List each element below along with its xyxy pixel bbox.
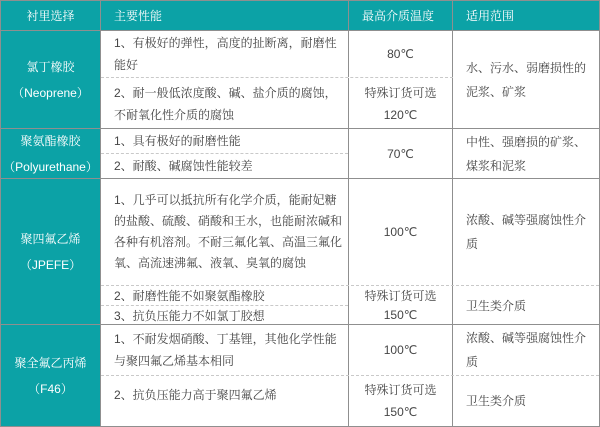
temp-cell — [349, 129, 453, 178]
perf-text: 1、具有极好的耐磨性能 — [114, 134, 241, 148]
sub-row — [101, 285, 599, 325]
perf-text: 2、耐一般低浓度酸、碱、盐介质的腐蚀，不耐氧化性介质的腐蚀 — [101, 78, 349, 129]
perf-text: 2、抗负压能力高于聚四氟乙烯 — [101, 376, 349, 426]
range-text: 卫生类介质 — [466, 394, 527, 408]
table-row-neoprene — [1, 31, 599, 129]
header-cell-lining: 衬里选择 — [1, 1, 101, 30]
range-text: 中性、强磨损的矿浆、煤浆和泥浆 — [466, 134, 587, 173]
row-middle — [101, 31, 453, 128]
material-cell-polyurethane — [1, 129, 101, 178]
header-cell-range: 适用范围 — [466, 9, 515, 23]
material-cell-fep — [1, 325, 101, 426]
temp-note: 特殊订货可选 — [364, 288, 437, 303]
range-text: 水、污水、弱磨损性的泥浆、矿浆 — [466, 60, 587, 99]
material-code: （Polyurethane） — [3, 159, 98, 174]
header-cell-performance: 主要性能 — [101, 1, 349, 30]
temp-value: 120℃ — [383, 107, 418, 122]
range-text: 浓酸、碱等强腐蚀性介质 — [466, 331, 587, 369]
sub-row — [101, 325, 599, 375]
sub-row — [101, 77, 453, 129]
material-name: 聚氨酯橡胶 — [20, 133, 81, 148]
table-row-polyurethane — [1, 129, 599, 179]
material-cell-neoprene — [1, 31, 101, 128]
temp-cell — [349, 286, 453, 325]
material-code: （F46） — [28, 381, 73, 396]
row-rest — [101, 325, 599, 426]
table-row-fep — [1, 325, 599, 426]
table-header-row — [1, 1, 599, 31]
perf-text: 1、有极好的弹性，高度的扯断离，耐磨性能好 — [101, 31, 349, 77]
sub-row — [101, 375, 599, 426]
material-cell-ptfe — [1, 179, 101, 324]
temp-value: 150℃ — [383, 307, 418, 322]
perf-text: 2、耐磨性能不如聚氨酯橡胶 — [114, 288, 265, 303]
material-code: （Neoprene） — [12, 85, 89, 100]
material-code: （JPEFE） — [19, 257, 82, 272]
sub-row — [101, 31, 453, 77]
material-name: 氯丁橡胶 — [26, 59, 75, 74]
temp-cell — [349, 376, 453, 426]
perf-text: 2、耐酸、碱腐蚀性能较差 — [101, 153, 348, 178]
row-rest — [101, 179, 599, 324]
material-name: 聚四氟乙烯 — [20, 231, 81, 246]
temp-cell — [349, 78, 453, 129]
range-text: 卫生类介质 — [466, 298, 527, 313]
temp-value: 150℃ — [383, 405, 418, 419]
temp-cell — [349, 31, 453, 77]
temp-note: 特殊订货可选 — [364, 85, 437, 100]
temp-value: 70℃ — [387, 146, 414, 161]
header-cell-max-temp: 最高介质温度 — [349, 1, 453, 30]
temp-cell — [349, 179, 453, 285]
temp-value: 80℃ — [387, 47, 414, 61]
table-row-ptfe — [1, 179, 599, 325]
sub-row — [101, 179, 599, 285]
perf-stack — [101, 129, 349, 178]
temp-note: 特殊订货可选 — [364, 383, 437, 397]
range-text: 浓酸、碱等强腐蚀性介质 — [466, 213, 587, 251]
temp-value: 100℃ — [383, 225, 418, 239]
perf-text: 1、几乎可以抵抗所有化学介质，能耐妃糖的盐酸、硫酸、硝酸和王水，也能耐浓碱和各种有机溶剂。不耐三氟化氧、高温三氟化氧、高流速沸氟、液氧、臭氧的腐蚀 — [101, 179, 349, 285]
perf-text: 1、不耐发烟硝酸、丁基锂，其他化学性能与聚四氟乙烯基本相同 — [101, 325, 349, 375]
perf-text: 3、抗负压能力不如氯丁胶想 — [101, 305, 348, 325]
perf-stack — [101, 286, 349, 325]
temp-value: 100℃ — [383, 343, 418, 357]
material-name: 聚全氟乙丙烯 — [14, 355, 87, 370]
temp-cell — [349, 325, 453, 375]
